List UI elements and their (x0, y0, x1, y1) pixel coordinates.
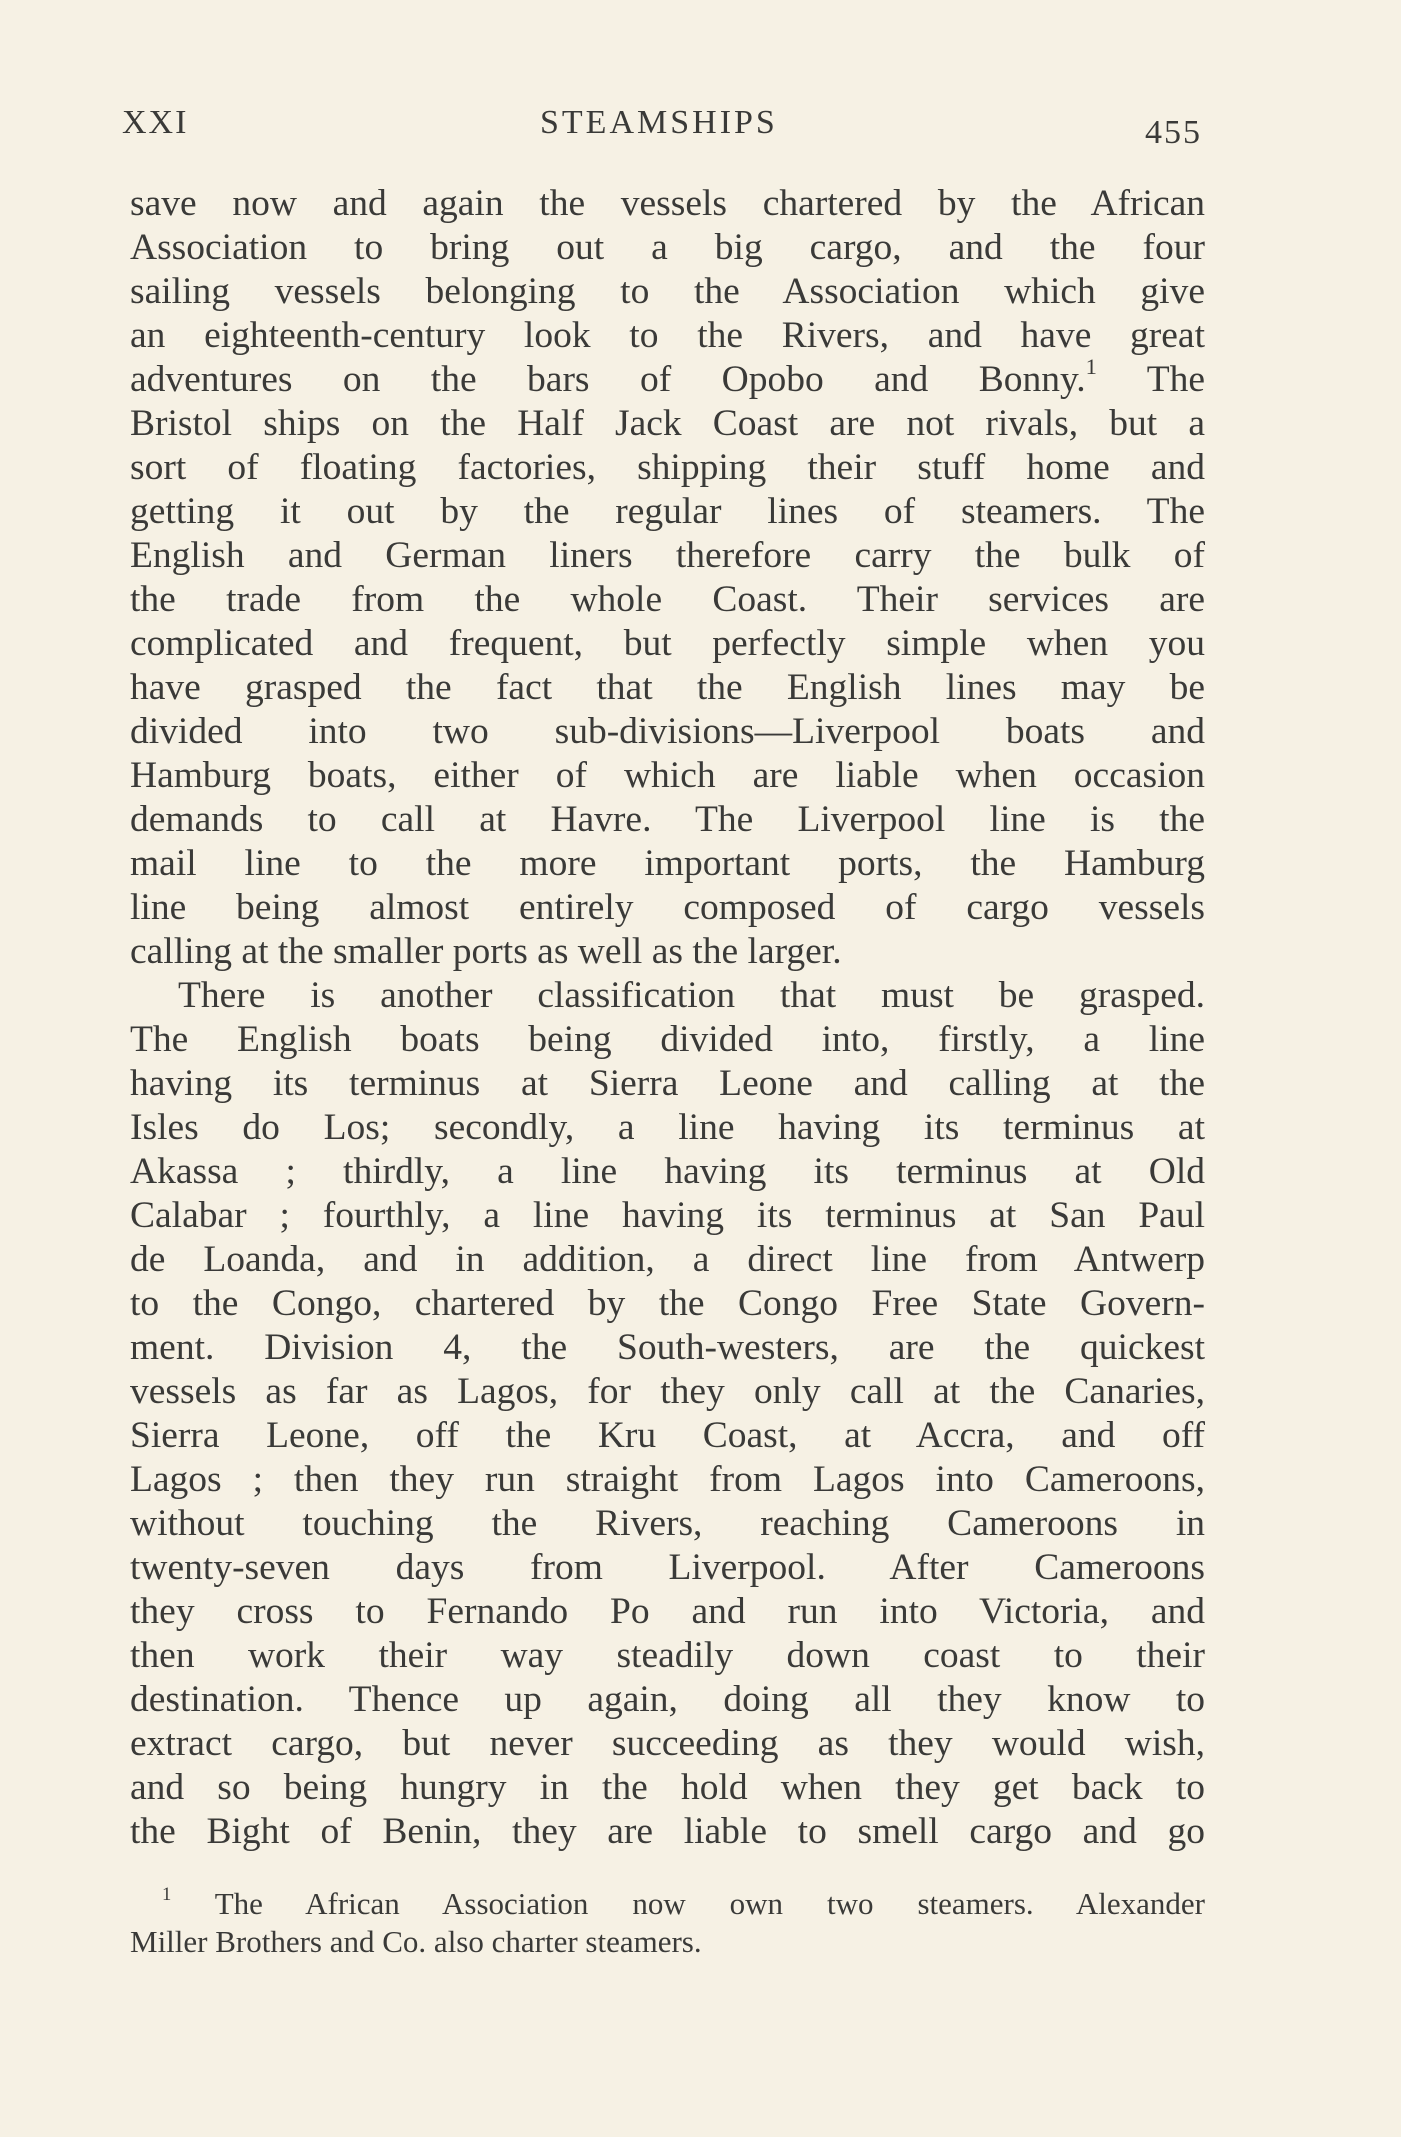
text-line: extract cargo, but never succeeding as they would wish, (130, 1723, 1205, 1764)
text-line: Association to bring out a big cargo, and the four (130, 227, 1205, 268)
footnote-line (130, 1885, 1205, 1923)
text-line: Sierra Leone, off the Kru Coast, at Accra, and off (130, 1415, 1205, 1456)
text-line: sailing vessels belonging to the Association which give (130, 271, 1205, 312)
text-line-segment: The (1146, 359, 1205, 400)
footnote-text: The African Association now own two steamers. Alexander (214, 1886, 1205, 1921)
text-line: destination. Thence up again, doing all they know to (130, 1679, 1205, 1720)
text-line: vessels as far as Lagos, for they only call at the Canaries, (130, 1371, 1205, 1412)
running-title: STEAMSHIPS (540, 104, 778, 141)
text-line: demands to call at Havre. The Liverpool line is the (130, 799, 1205, 840)
text-line-paragraph-start: There is another classification that must be grasped. (178, 975, 1205, 1016)
text-line: twenty-seven days from Liverpool. After Cameroons (130, 1547, 1205, 1588)
text-line: to the Congo, chartered by the Congo Free State Govern- (130, 1283, 1205, 1324)
text-line: the Bight of Benin, they are liable to smell cargo and go (130, 1811, 1205, 1852)
text-line: English and German liners therefore carry the bulk of (130, 535, 1205, 576)
text-line: then work their way steadily down coast to their (130, 1635, 1205, 1676)
chapter-numeral: XXI (122, 104, 189, 141)
text-line: mail line to the more important ports, the Hamburg (130, 843, 1205, 884)
footnote-line: Miller Brothers and Co. also charter steamers. (130, 1924, 702, 1959)
text-line-paragraph-end: calling at the smaller ports as well as the larger. (130, 931, 842, 972)
text-line: without touching the Rivers, reaching Cameroons in (130, 1503, 1205, 1544)
text-line: Lagos ; then they run straight from Lagos into Cameroons, (130, 1459, 1205, 1500)
page-number: 455 (1145, 114, 1202, 151)
text-line: de Loanda, and in addition, a direct line from Antwerp (130, 1239, 1205, 1280)
text-line: Isles do Los; secondly, a line having its terminus at (130, 1107, 1205, 1148)
text-line: The English boats being divided into, firstly, a line (130, 1019, 1205, 1060)
text-line: ment. Division 4, the South-westers, are the quickest (130, 1327, 1205, 1368)
text-line: getting it out by the regular lines of steamers. The (130, 491, 1205, 532)
footnotes (130, 1885, 1205, 1961)
text-line: have grasped the fact that the English lines may be (130, 667, 1205, 708)
text-line: Bristol ships on the Half Jack Coast are not rivals, but a (130, 403, 1205, 444)
text-line: having its terminus at Sierra Leone and calling at the (130, 1063, 1205, 1104)
text-line: complicated and frequent, but perfectly simple when you (130, 623, 1205, 664)
footnote-reference: 1 (1085, 354, 1097, 380)
text-line: save now and again the vessels chartered by the African (130, 183, 1205, 224)
text-line-segment: adventures on the bars of Opobo and Bonny. (130, 359, 1086, 400)
running-head (122, 104, 1202, 154)
text-line: an eighteenth-century look to the Rivers, and have great (130, 315, 1205, 356)
text-line: Hamburg boats, either of which are liable when occasion (130, 755, 1205, 796)
text-line: line being almost entirely composed of cargo vessels (130, 887, 1205, 928)
text-line: and so being hungry in the hold when they get back to (130, 1767, 1205, 1808)
text-line: divided into two sub-divisions—Liverpool boats and (130, 711, 1205, 752)
body-text (130, 182, 1205, 1854)
text-line-with-footnote (130, 354, 1205, 402)
footnote-marker: 1 (162, 1884, 172, 1906)
text-line: Akassa ; thirdly, a line having its terminus at Old (130, 1151, 1205, 1192)
text-line: sort of floating factories, shipping their stuff home and (130, 447, 1205, 488)
text-line: they cross to Fernando Po and run into Victoria, and (130, 1591, 1205, 1632)
text-line: the trade from the whole Coast. Their services are (130, 579, 1205, 620)
text-line: Calabar ; fourthly, a line having its terminus at San Paul (130, 1195, 1205, 1236)
